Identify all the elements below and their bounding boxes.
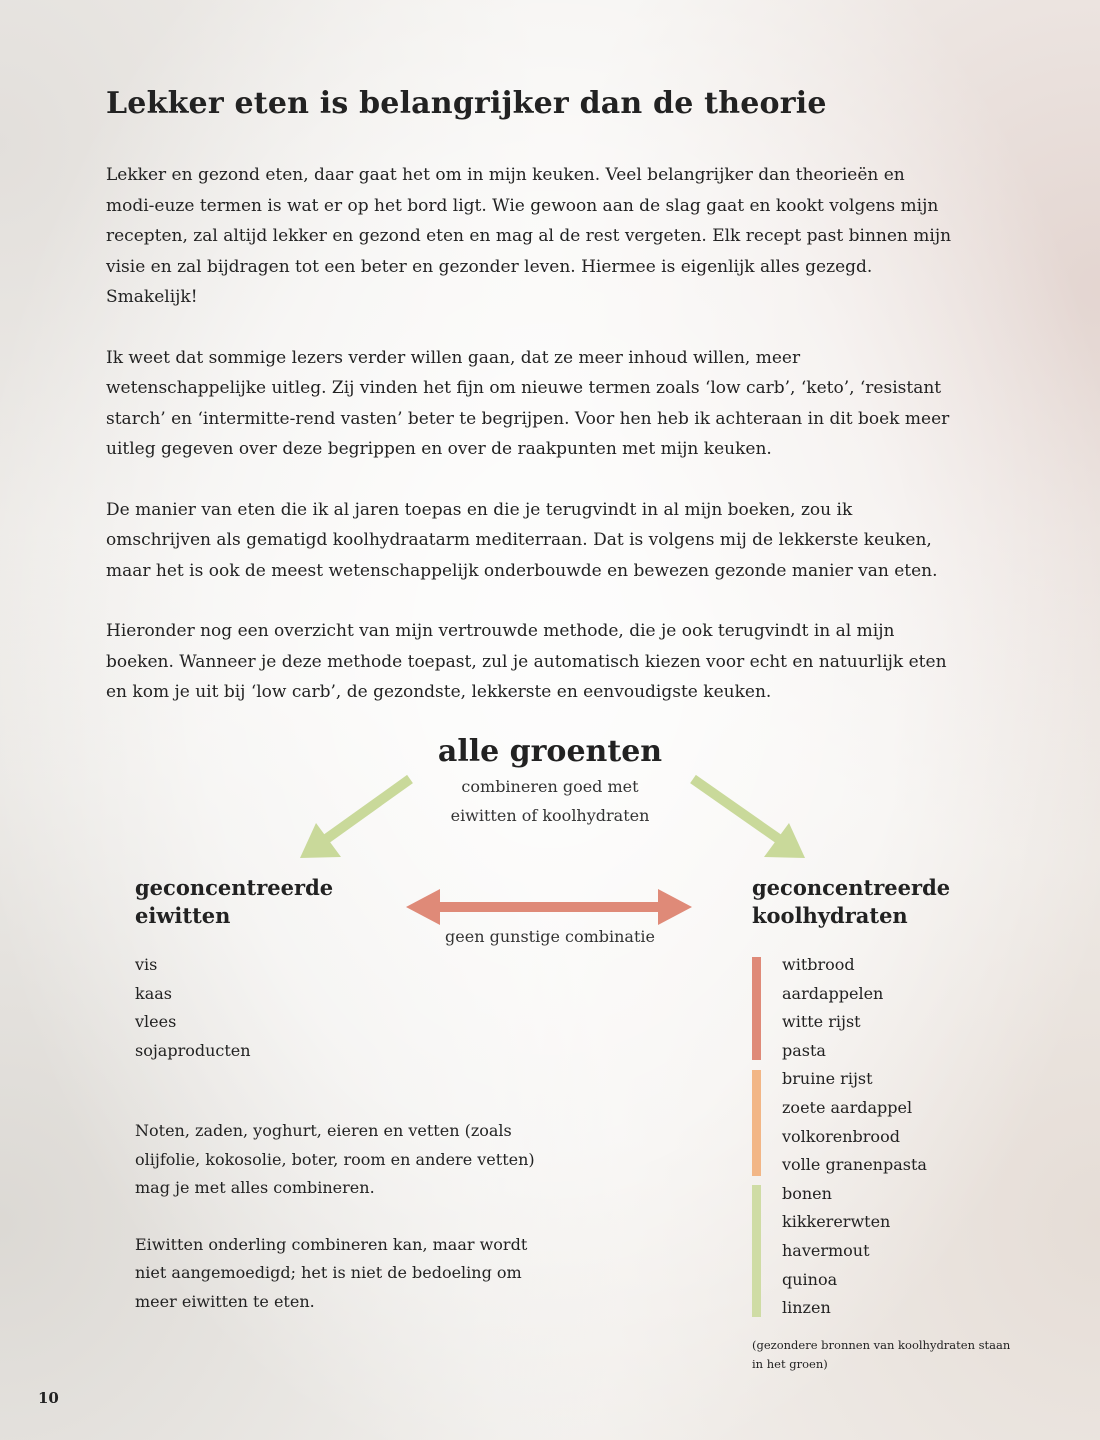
vegetables-subtitle-1: combineren goed met bbox=[461, 777, 639, 796]
list-item: volle granenpasta bbox=[782, 1155, 927, 1175]
list-item: bonen bbox=[782, 1183, 832, 1203]
vegetables-heading bbox=[400, 732, 700, 830]
page-number: 10 bbox=[38, 1389, 59, 1407]
carbs-heading-line-2: koolhydraten bbox=[752, 903, 908, 928]
list-item: kaas bbox=[135, 983, 172, 1003]
list-item: aardappelen bbox=[782, 983, 884, 1003]
list-item: bruine rijst bbox=[782, 1069, 873, 1089]
carbs-footnote: (gezondere bronnen van koolhydraten staan in het groen) bbox=[752, 1338, 1011, 1371]
list-item: pasta bbox=[782, 1040, 826, 1060]
carbs-list bbox=[782, 951, 927, 1323]
intro-paragraph-1: Lekker en gezond eten, daar gaat het om in mijn keuken. Veel belangrijker dan theorieën en modi-euze termen is wat er op het bord ligt. Wie gewoon aan de slag gaat en kookt volgens mijn recepten, zal altijd lekker en gezond eten en mag al de rest vergeten. Elk recept past binnen mijn visie en zal bijdragen tot een beter en gezonder leven. Hiermee is eigenlijk alles gezegd. Smakelijk! bbox=[106, 165, 952, 307]
arrow-right-green bbox=[693, 779, 805, 858]
double-arrow-red bbox=[406, 889, 692, 925]
list-item: vis bbox=[135, 955, 158, 974]
list-item: witbrood bbox=[782, 955, 855, 974]
list-item: quinoa bbox=[782, 1269, 838, 1289]
intro-paragraph-2: Ik weet dat sommige lezers verder willen gaan, dat ze meer inhoud willen, meer wetenschappelijke uitleg. Zij vinden het fijn om nieuwe termen zoals ‘low carb’, ‘keto’, ‘resistant starch’ en ‘intermitte-rend vasten’ beter te begrijpen. Voor hen heb ik achteraan in dit boek meer uitleg gegeven over deze begrippen en over de raakpunten met mijn keuken. bbox=[106, 347, 950, 459]
proteins-list bbox=[135, 951, 251, 1065]
carbs-heading bbox=[752, 874, 950, 930]
vegetables-subtitle-2: eiwitten of koolhydraten bbox=[450, 806, 650, 825]
intro-paragraph-4: Hieronder nog een overzicht van mijn vertrouwde methode, die je ook terugvindt in al mijn boeken. Wanneer je deze methode toepast, zul je automatisch kiezen voor echt en natuurlijk eten en kom je uit bij ‘low carb’, de gezondste, lekkerste en eenvoudigste keuken. bbox=[106, 621, 947, 702]
carbs-heading-line-1: geconcentreerde bbox=[752, 875, 951, 900]
proteins-heading-line-2: eiwitten bbox=[135, 903, 231, 928]
intro-text bbox=[106, 160, 956, 738]
combination-notes bbox=[135, 1117, 555, 1345]
page-title: Lekker eten is belangrijker dan de theorie bbox=[106, 86, 827, 121]
whole-grain-carbs-bar bbox=[752, 1070, 761, 1176]
list-item: witte rijst bbox=[782, 1012, 861, 1032]
arrow-left-green bbox=[300, 779, 410, 858]
list-item: sojaproducten bbox=[135, 1040, 251, 1060]
vegetables-title: alle groenten bbox=[437, 734, 663, 769]
list-item: vlees bbox=[135, 1012, 177, 1032]
list-item: volkorenbrood bbox=[782, 1126, 900, 1146]
list-item: havermout bbox=[782, 1240, 870, 1260]
healthy-carbs-bar bbox=[752, 1185, 761, 1317]
list-item: zoete aardappel bbox=[782, 1097, 913, 1117]
proteins-heading-line-1: geconcentreerde bbox=[135, 875, 334, 900]
proteins-heading bbox=[135, 874, 333, 930]
note-fats: Noten, zaden, yoghurt, eieren en vetten (zoals olijfolie, kokosolie, boter, room en andere vetten) mag je met alles combineren. bbox=[135, 1121, 535, 1198]
intro-paragraph-3: De manier van eten die ik al jaren toepas en die je terugvindt in al mijn boeken, zou ik omschrijven als gematigd koolhydraatarm mediterraan. Dat is volgens mij de lekkerste keuken, maar het is ook de meest wetenschappelijk onderbouwde en bewezen gezonde manier van eten. bbox=[106, 499, 938, 581]
list-item: linzen bbox=[782, 1298, 831, 1318]
note-proteins: Eiwitten onderling combineren kan, maar wordt niet aangemoedigd; het is niet de bedoeling om meer eiwitten te eten. bbox=[135, 1234, 528, 1311]
list-item: kikkererwten bbox=[782, 1212, 891, 1232]
bad-combination-label: geen gunstige combinatie bbox=[445, 927, 655, 946]
refined-carbs-bar bbox=[752, 957, 761, 1060]
